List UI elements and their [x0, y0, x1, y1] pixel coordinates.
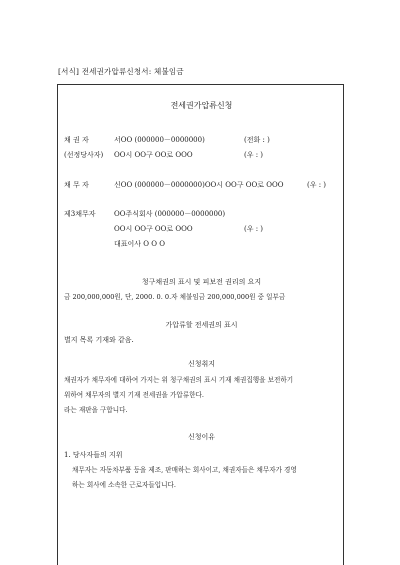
reason-heading: 신청이유: [187, 433, 216, 441]
claim-text: 금 200,000,000원, 단, 2000. 0. 0.자 체불임금 200,000,000원 중 일부금: [64, 293, 286, 301]
third-debtor-name-id: OO주식회사 (000000－0000000): [114, 210, 226, 218]
creditor-label: 채 권 자: [64, 136, 89, 144]
debtor-postal: (우 : ): [307, 181, 327, 189]
application-form: [57, 84, 344, 565]
third-debtor-representative: 대표이사 O O O: [114, 240, 165, 248]
seizure-text: 별지 목록 기재와 같음.: [64, 336, 134, 344]
third-debtor-address: OO시 OO구 OO로 OOO: [114, 225, 193, 233]
reason-line: 채무자는 자동차부품 등을 제조, 판매하는 회사이고, 채권자들은 채무자가 경영: [72, 466, 297, 474]
claim-heading: 청구채권의 표시 및 피보전 권리의 요지: [141, 278, 262, 286]
form-title: 전세권가압류신청: [170, 101, 233, 110]
creditor-sub-label: (선정당사자): [64, 151, 104, 159]
debtor-name-address: 신OO (000000－0000000)OO시 OO구 OO로 OOO: [114, 181, 284, 189]
creditor-postal: (우 : ): [244, 151, 264, 159]
third-debtor-label: 제3채무자: [64, 210, 96, 218]
creditor-address: OO시 OO구 OO로 OOO: [114, 151, 193, 159]
purpose-line: 채권자가 채무자에 대하여 가지는 위 청구채권의 표시 기재 채권집행을 보전하기: [64, 376, 294, 384]
third-debtor-postal: (우 : ): [244, 225, 264, 233]
seizure-heading: 가압류할 전세권의 표시: [165, 321, 238, 329]
reason-item: 1. 당사자들의 지위: [64, 451, 123, 459]
purpose-heading: 신청취지: [187, 360, 216, 368]
reason-line: 하는 회사에 소속한 근로자들입니다.: [72, 481, 176, 489]
purpose-line: 라는 재판을 구합니다.: [64, 406, 128, 414]
purpose-line: 위하여 채무자의 별지 기재 전세권을 가압류한다.: [64, 391, 204, 399]
creditor-name-id: 서OO (000000－0000000): [114, 136, 205, 144]
debtor-label: 채 무 자: [64, 181, 89, 189]
form-label: [서식] 전세권가압류신청서: 체불임금: [58, 67, 184, 76]
creditor-phone: (전화 : ): [244, 136, 270, 144]
